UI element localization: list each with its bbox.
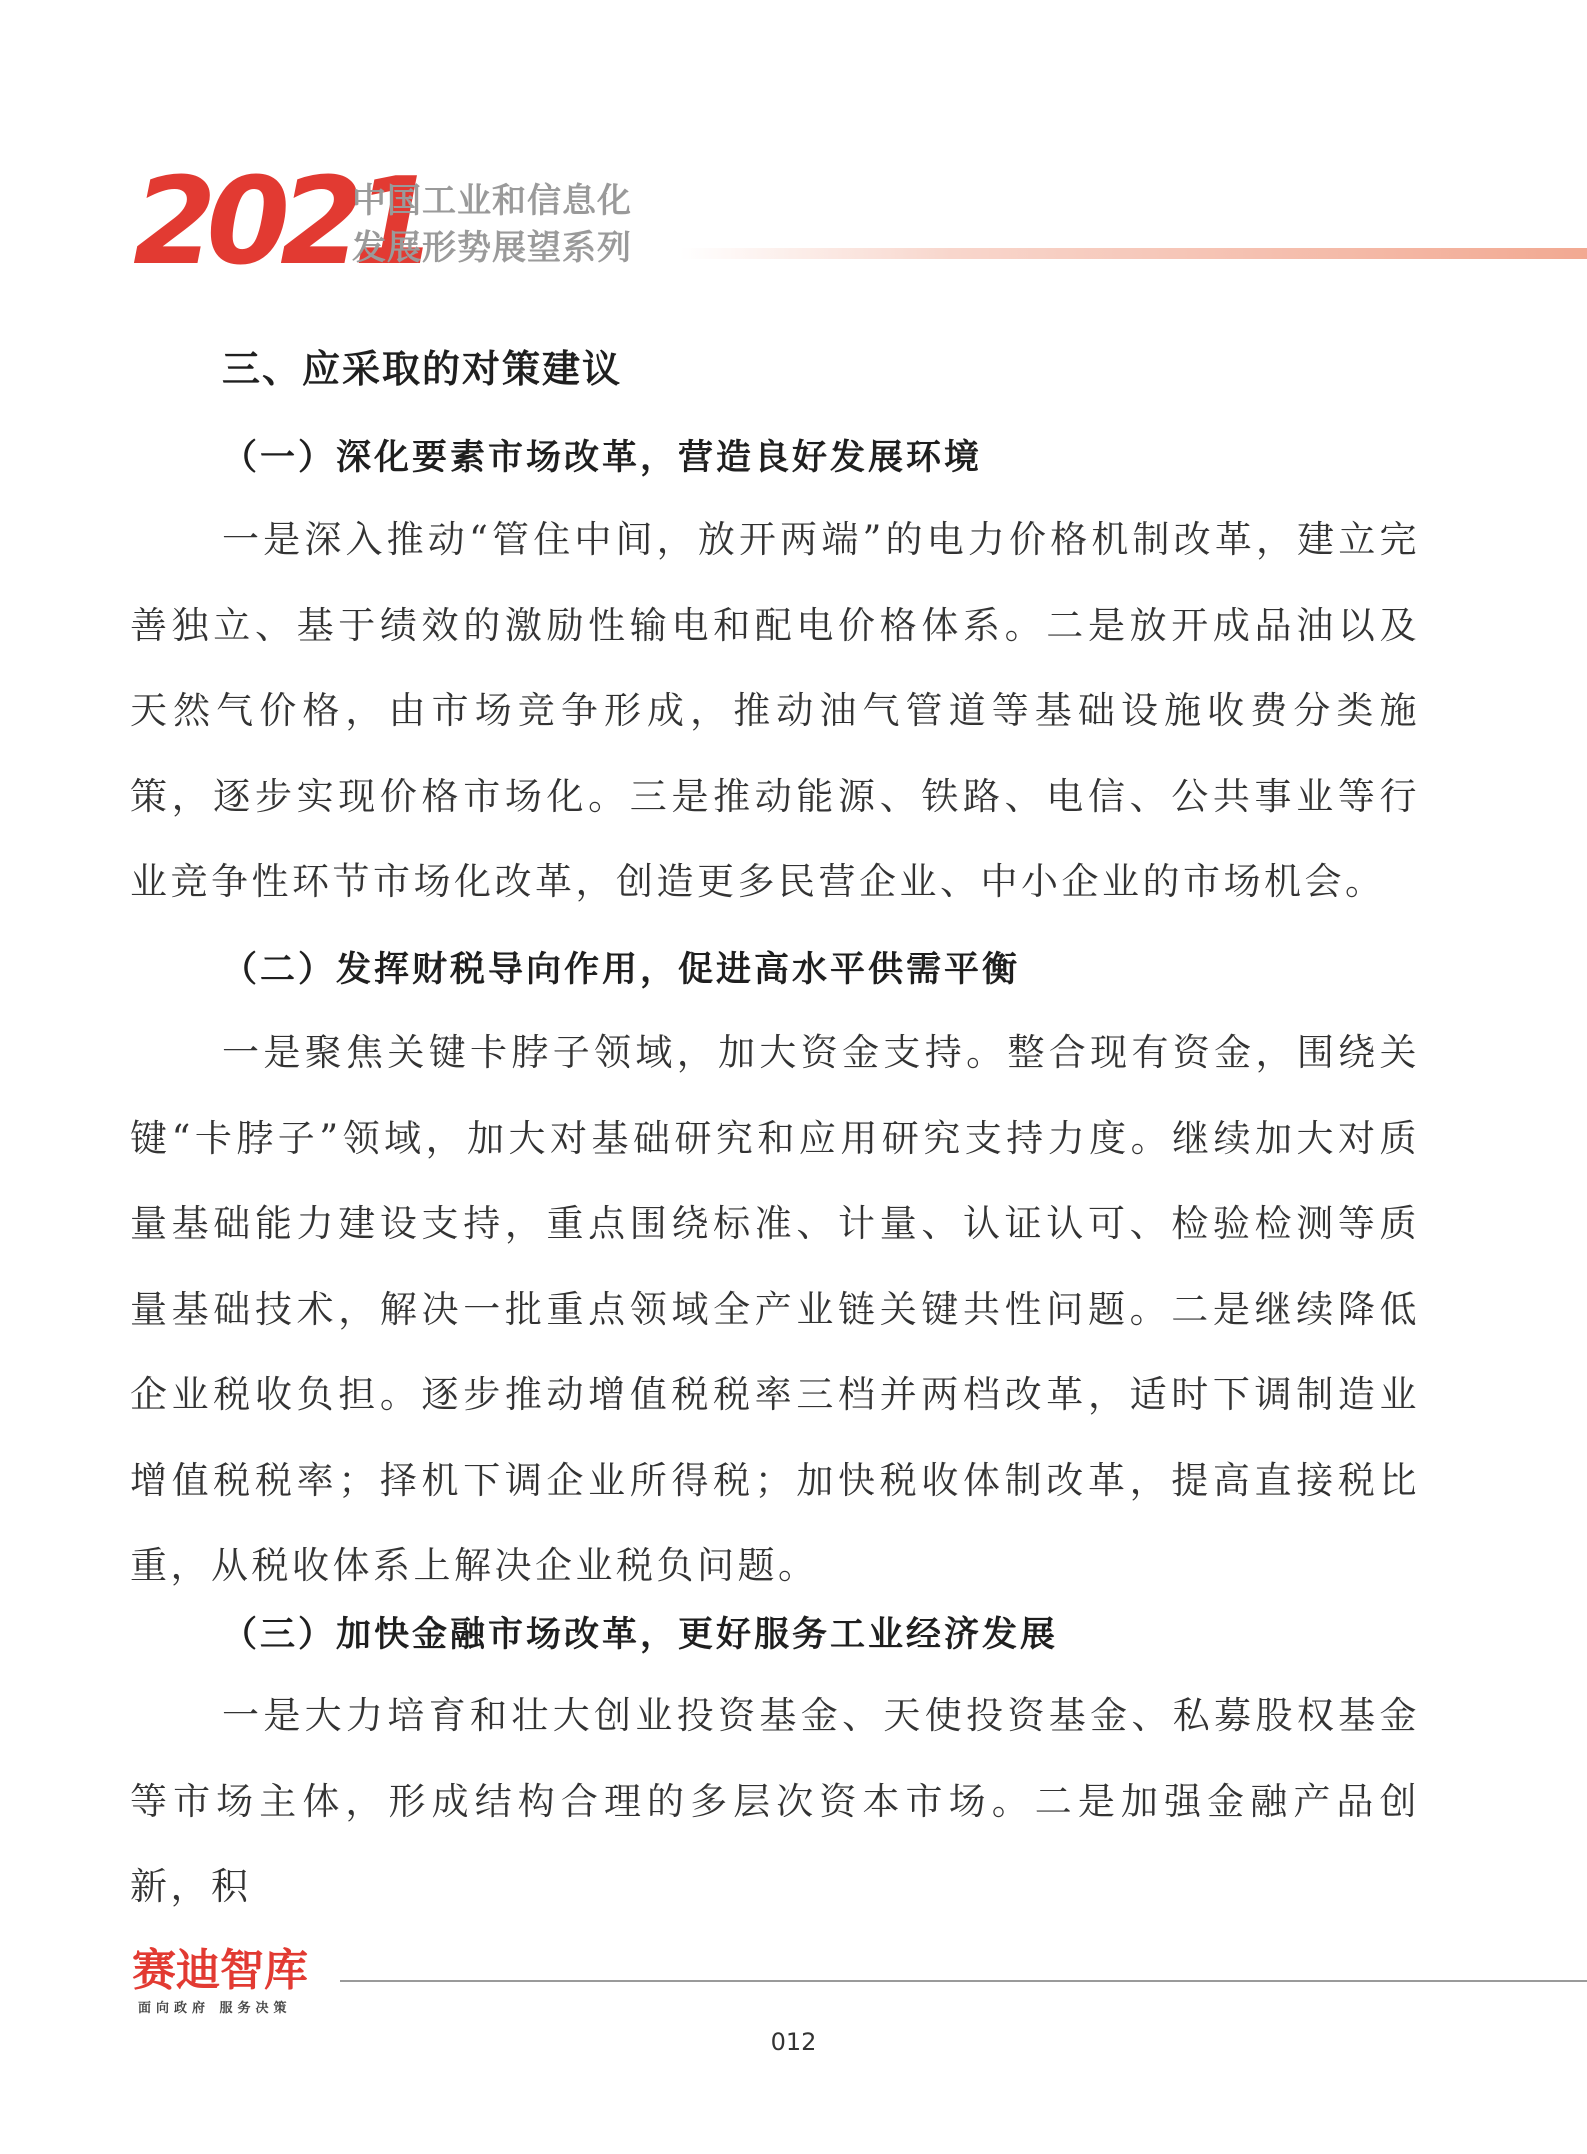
subsection-title-2: （二）发挥财税导向作用，促进高水平供需平衡 [222,949,1021,990]
page-header [0,0,1587,300]
series-title [352,178,632,272]
header-gradient-bar [680,248,1587,259]
section-title: 三、应采取的对策建议 [222,347,623,391]
subsection-title-3: （三）加快金融市场改革，更好服务工业经济发展 [222,1614,1059,1655]
series-title-line-1: 中国工业和信息化 [352,181,632,221]
subsection-paragraph-3: 一是大力培育和壮大创业投资基金、天使投资基金、私募股权基金等市场主体，形成结构合理的多层次资本市场。二是加强金融产品创新，积 [130,1694,1420,1908]
footer-divider [340,1980,1587,1982]
subsection-paragraph-1: 一是深入推动“管住中间，放开两端”的电力价格机制改革，建立完善独立、基于绩效的激励性输电和配电价格体系。二是放开成品油以及天然气价格，由市场竞争形成，推动油气管道等基础设施收费分类施策，逐步实现价格市场化。三是推动能源、铁路、电信、公共事业等行业竞争性环节市场化改革，创造更多民营企业、中小企业的市场机会。 [130,518,1420,903]
brand-logo: 赛迪智库 [132,1945,308,1996]
year-logo: 2021 [133,153,427,292]
brand-slogan: 面向政府 服务决策 [138,2001,292,2016]
page-number: 012 [770,2028,817,2056]
subsection-title-1: （一）深化要素市场改革，营造良好发展环境 [222,437,983,478]
series-title-line-2: 发展形势展望系列 [352,228,632,268]
subsection-paragraph-2: 一是聚焦关键卡脖子领域，加大资金支持。整合现有资金，围绕关键“卡脖子”领域，加大对基础研究和应用研究支持力度。继续加大对质量基础能力建设支持，重点围绕标准、计量、认证认可、检验检测等质量基础技术，解决一批重点领域全产业链关键共性问题。二是继续降低企业税收负担。逐步推动增值税税率三档并两档改革，适时下调制造业增值税税率；择机下调企业所得税；加快税收体制改革，提高直接税比重，从税收体系上解决企业税负问题。 [130,1031,1420,1587]
